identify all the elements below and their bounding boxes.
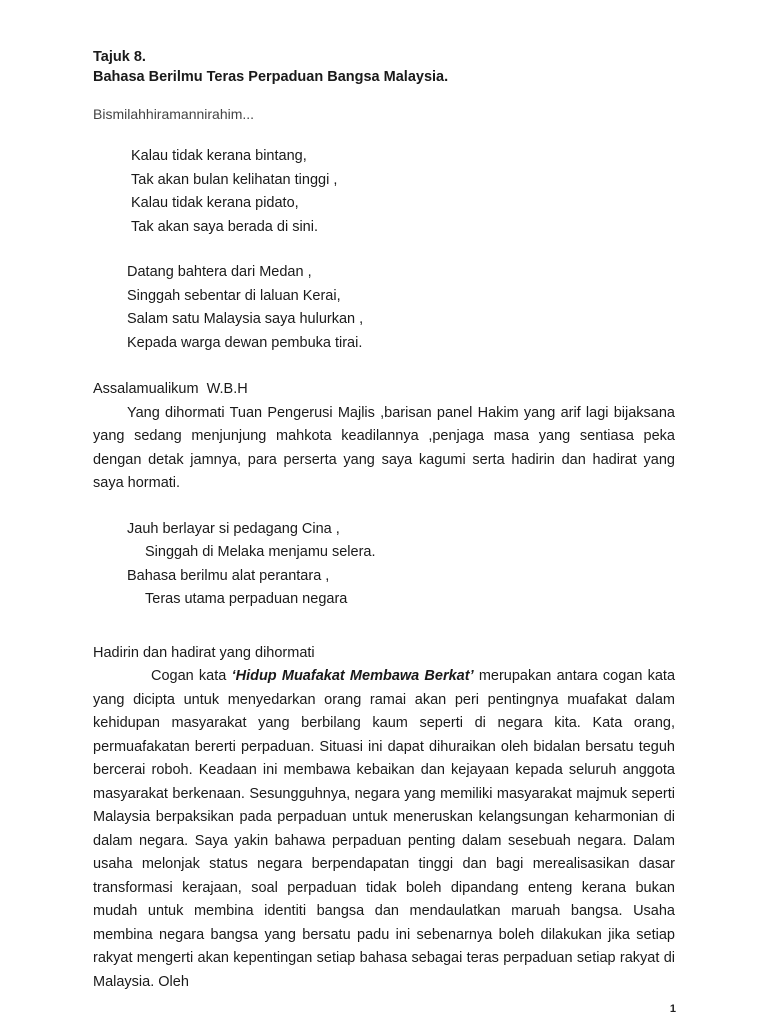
pantun-line: Tak akan saya berada di sini. bbox=[131, 218, 318, 235]
basmalah: Bismilahhiramannirahim... bbox=[93, 106, 255, 122]
pantun-line: Bahasa berilmu alat perantara , bbox=[127, 567, 330, 584]
title-line-2: Bahasa Berilmu Teras Perpaduan Bangsa Malaysia. bbox=[93, 69, 449, 85]
title-line-1: Tajuk 8. bbox=[93, 49, 146, 65]
pantun-3 bbox=[127, 518, 675, 612]
pantun-line: Singgah di Melaka menjamu selera. bbox=[145, 544, 376, 560]
pantun-line: Salam satu Malaysia saya hulurkan , bbox=[127, 311, 364, 327]
pantun-line: Kepada warga dewan pembuka tirai. bbox=[127, 334, 363, 351]
pantun-2 bbox=[127, 261, 675, 355]
pantun-line: Kalau tidak kerana bintang, bbox=[131, 148, 307, 164]
body-prefix: Cogan kata bbox=[151, 668, 232, 684]
pantun-line: Datang bahtera dari Medan , bbox=[127, 264, 312, 280]
address-paragraph: Yang dihormati Tuan Pengerusi Majlis ,barisan panel Hakim yang arif lagi bijaksana yang sedang menjunjung mahkota keadilannya ,penjaga masa yang sentiasa peka dengan detak jamnya, para perserta yang saya kagumi serta hadirin dan hadirat yang saya hormati. bbox=[93, 404, 675, 491]
pantun-line: Jauh berlayar si pedagang Cina , bbox=[127, 520, 340, 537]
body-paragraph bbox=[93, 665, 675, 994]
greeting: Assalamualikum W.B.H bbox=[93, 381, 248, 397]
pantun-line: Kalau tidak kerana pidato, bbox=[131, 195, 299, 211]
pantun-line: Tak akan bulan kelihatan tinggi , bbox=[131, 171, 338, 188]
body-text: merupakan antara cogan kata yang dicipta untuk menyedarkan orang ramai akan peri pentingnya muafakat dalam kehidupan masyarakat yang berbilang kaum seperti di negara kita. Kata orang, permuafakatan bererti perpaduan. Situasi ini dapat dihuraikan oleh bidalan bersatu teguh bercerai roboh. Keadaan ini membawa kebaikan dan kejayaan kepada seluruh anggota masyarakat berkenaan. Sesungguhnya, negara yang memiliki masyarakat majmuk seperti Malaysia berpaksikan pada perpaduan untuk meneruskan kelangsungan keharmonian di dalam negara. Saya yakin bahawa perpaduan penting dalam sesebuah negara. Dalam usaha melonjak status negara berpendapatan tinggi dan bagi merealisasikan dasar transformasi kerajaan, soal perpaduan tidak boleh dipandang enteng kerana bukan mudah untuk membina identiti bangsa dan mendaulatkan maruah bangsa. Usaha membina negara bangsa yang bersatu padu ini sebenarnya boleh dilakukan jika setiap rakyat mengerti akan kepentingan setiap bahasa sebagai teras perpaduan setiap rakyat di Malaysia. Oleh bbox=[93, 668, 676, 990]
pantun-line: Singgah sebentar di laluan Kerai, bbox=[127, 287, 341, 304]
slogan-emphasis: ‘Hidup Muafakat Membawa Berkat’ bbox=[231, 668, 474, 684]
document-page bbox=[93, 47, 675, 994]
page-number: 1 bbox=[669, 1003, 676, 1015]
pantun-line: Teras utama perpaduan negara bbox=[145, 591, 348, 607]
pantun-1 bbox=[131, 145, 675, 239]
salutation: Hadirin dan hadirat yang dihormati bbox=[93, 644, 315, 661]
